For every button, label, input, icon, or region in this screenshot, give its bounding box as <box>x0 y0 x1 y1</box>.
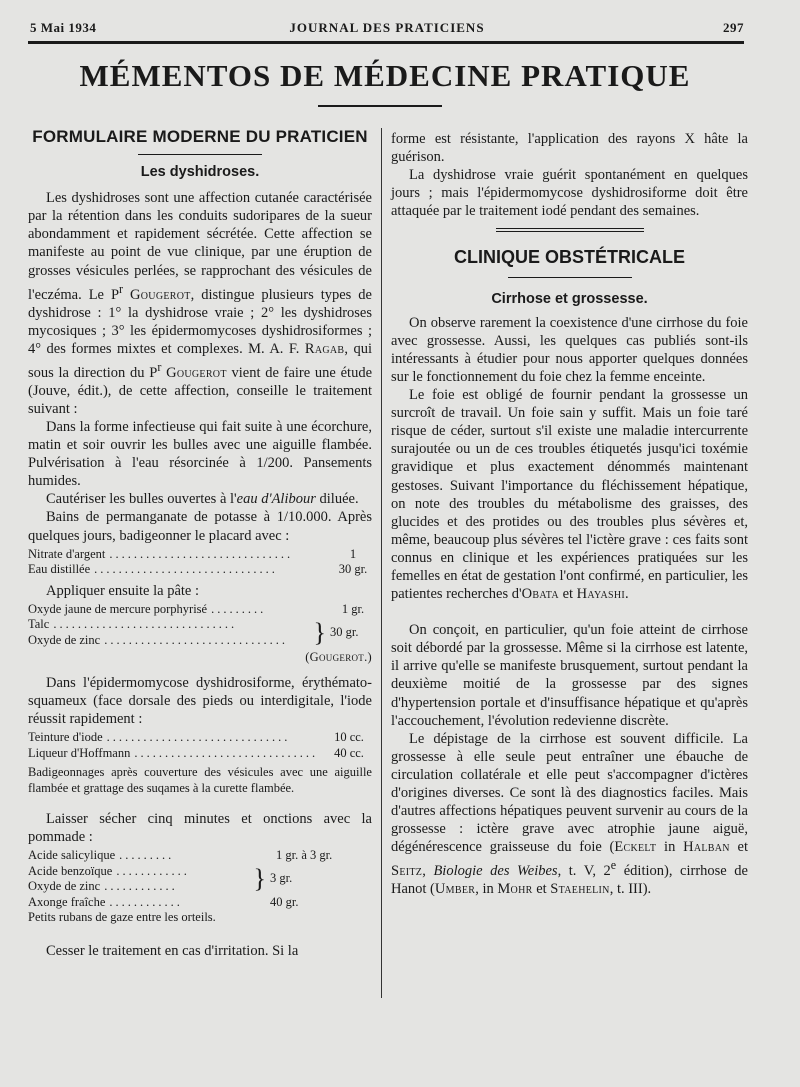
paragraph: La dyshidrose vraie guérit spontanément en quelques jours ; mais l'épidermomycose dyshidrosiforme doit être attaquée par le traitement iodé pendant des semaines. <box>391 167 748 220</box>
section-title-clinique: CLINIQUE OBSTÉTRICALE <box>453 247 685 268</box>
attribution: (Gougerot.) <box>305 650 372 665</box>
prescription-2 <box>28 602 372 666</box>
paragraph: forme est résistante, l'application des rayons X hâte la guérison. <box>391 131 748 166</box>
paragraph: Dans l'épidermomycose dyshidrosiforme, érythémato-squameux (face dorsale des pieds ou interdigitale, l'iode réussit rapidement : <box>28 674 372 727</box>
prescription-line: Teinture d'iode .............................. 10 cc. <box>28 730 364 744</box>
paragraph: Cesser le traitement en cas d'irritation. Si la <box>46 942 299 959</box>
paragraph: Appliquer ensuite la pâte : <box>46 582 200 599</box>
brace-icon: } <box>253 864 266 894</box>
prescription-group: Acide benzoïque ............ Oxyde de zinc ............ } 3 gr. <box>28 863 293 894</box>
prescription-line: Axonge fraîche ............ 40 gr. <box>28 894 299 909</box>
section-rule <box>138 154 262 155</box>
prescription-group: Talc .............................. Oxyde de zinc .............................. } 30 gr. <box>28 617 359 647</box>
paragraph: On observe rarement la coexistence d'une cirrhose du foie avec grossesse. Aussi, les quelques cas publiés sont-ils intéressants à étudier pour nous apporter quelques données sur le fonctionnement du foie chez la femme enceinte. <box>391 314 748 385</box>
prescription-line: Oxyde jaune de mercure porphyrisé ......... 1 gr. <box>28 601 365 616</box>
prescription-4 <box>28 848 372 926</box>
prescription-note: Badigeonnages après couverture des vésicules avec une aiguille flambée et grattage des suqames à la curette flambée. <box>28 765 372 795</box>
paragraph: Cautériser les bulles ouvertes à l'eau d'Alibour diluée. <box>46 491 359 508</box>
page-title: MÉMENTOS DE MÉDECINE PRATIQUE <box>79 58 691 93</box>
prescription-1 <box>28 547 372 578</box>
right-column <box>391 130 748 898</box>
issue-date: 5 Mai 1934 <box>30 20 97 35</box>
article-title-dyshidroses: Les dyshidroses. <box>140 164 260 181</box>
brace-icon: } <box>313 617 326 647</box>
header-rule <box>28 41 744 44</box>
paragraph: Laisser sécher cinq minutes et onctions avec la pommade : <box>28 811 372 846</box>
left-column <box>28 128 372 960</box>
double-rule <box>496 228 644 232</box>
prescription-line: Liqueur d'Hoffmann .............................. 40 cc. <box>28 745 364 760</box>
column-divider <box>381 128 382 998</box>
paragraph: On conçoit, en particulier, qu'un foie atteint de cirrhose soit débordé par la grossesse. Même si la cirrhose est latente, il arrive qu'elle se manifeste brusquement, surtout pendant la deuxième moitié de la grossesse par des signes d'hypertension portale et d'insuffisance hépatique et qu'après l'accouchement, l'évolution redevienne discrète. <box>391 622 748 729</box>
journal-name: JOURNAL DES PRATICIENS <box>289 20 485 35</box>
paragraph: Les dyshidroses sont une affection cutanée caractérisée par la rétention dans les conduits sudoripares de la sueur abondamment et rapidement sécrétée. Cette affection se manifeste au point de vue clinique, par une éruption de grosses vésicules perlées, se rapprochant des vésicules de l'eczéma. Le $P^r$ Gougerot, distingue plusieurs types de dyshidrose : 1° la dyshidrose vraie ; 2° les dyshidroses mycosiques ; 3° les épidermomycoses dyshidrosiformes ; 4° des formes mixtes et complexes. M. A. F. Ragab, qui sous la direction du $P^r$ Gougerot vient de faire une étude (Jouve, édit.), de cette affection, conseille le traitement suivant : <box>28 190 373 417</box>
running-header <box>30 20 744 42</box>
page-number: 297 <box>723 20 744 35</box>
paragraph: Le foie est obligé de fournir pendant la grossesse un surcroît de travail. Un foie sain y suffit. Mais un foie taré risque de céder, surtout s'il existe une maladie intercurrente surajoutée ou un de ces troubles étiquetés jusqu'ici toxémie gravidique et plus exactement dénommés maintenant gestoses. Suivant l'importance du fléchissement hépatique, on note des troubles du métabolisme des graisses, des glucides et des protides ou des troubles plus sévères et, même, beaucoup plus sévères tel l'ictère grave : ces faits sont connus en clinique et les expériences pratiquées sur les femelles en état de gestation l'ont confirmé, en particulier, les patientes recherches d'Obata et Hayashi. <box>391 387 748 603</box>
prescription-note: Petits rubans de gaze entre les orteils. <box>28 910 216 925</box>
paragraph: Le dépistage de la cirrhose est souvent difficile. La grossesse à elle seule peut entraîner une ébauche de circulation collatérale et elle peut s'accompagner d'ictères d'origines diverses. Ce sont là des diagnostics faciles. Mais d'autres affections hépatiques peuvent survenir au cours de la grossesse : ictère grave avec atrophie jaune aiguë, dégénérescence graisseuse du foie (Eckelt in Halban et Seitz, Biologie des Weibes, t. V, 2e édition), cirrhose de Hanot (Umber, in Mohr et Staehelin, t. III). <box>391 730 748 898</box>
prescription-3 <box>28 730 372 761</box>
title-rule <box>318 105 442 107</box>
prescription-line: Eau distillée .............................. 30 gr. <box>28 562 368 577</box>
paragraph: Dans la forme infectieuse qui fait suite à une écorchure, matin et soir ouvrir les bulles avec une aiguille flambée. Pulvérisation à l'eau résorcinée à 1/200. Pansements humides. <box>28 418 372 490</box>
paragraph: Bains de permanganate de potasse à 1/10.000. Après quelques jours, badigeonner le placard avec : <box>28 509 372 544</box>
prescription-line: Acide salicylique ......... 1 gr. à 3 gr. <box>28 848 333 863</box>
prescription-line: Nitrate d'argent .............................. 1 <box>28 546 357 561</box>
article-title-cirrhose: Cirrhose et grossesse. <box>491 290 648 307</box>
section-rule <box>508 277 632 278</box>
section-title-formulaire: FORMULAIRE MODERNE DU PRATICIEN <box>32 127 368 146</box>
